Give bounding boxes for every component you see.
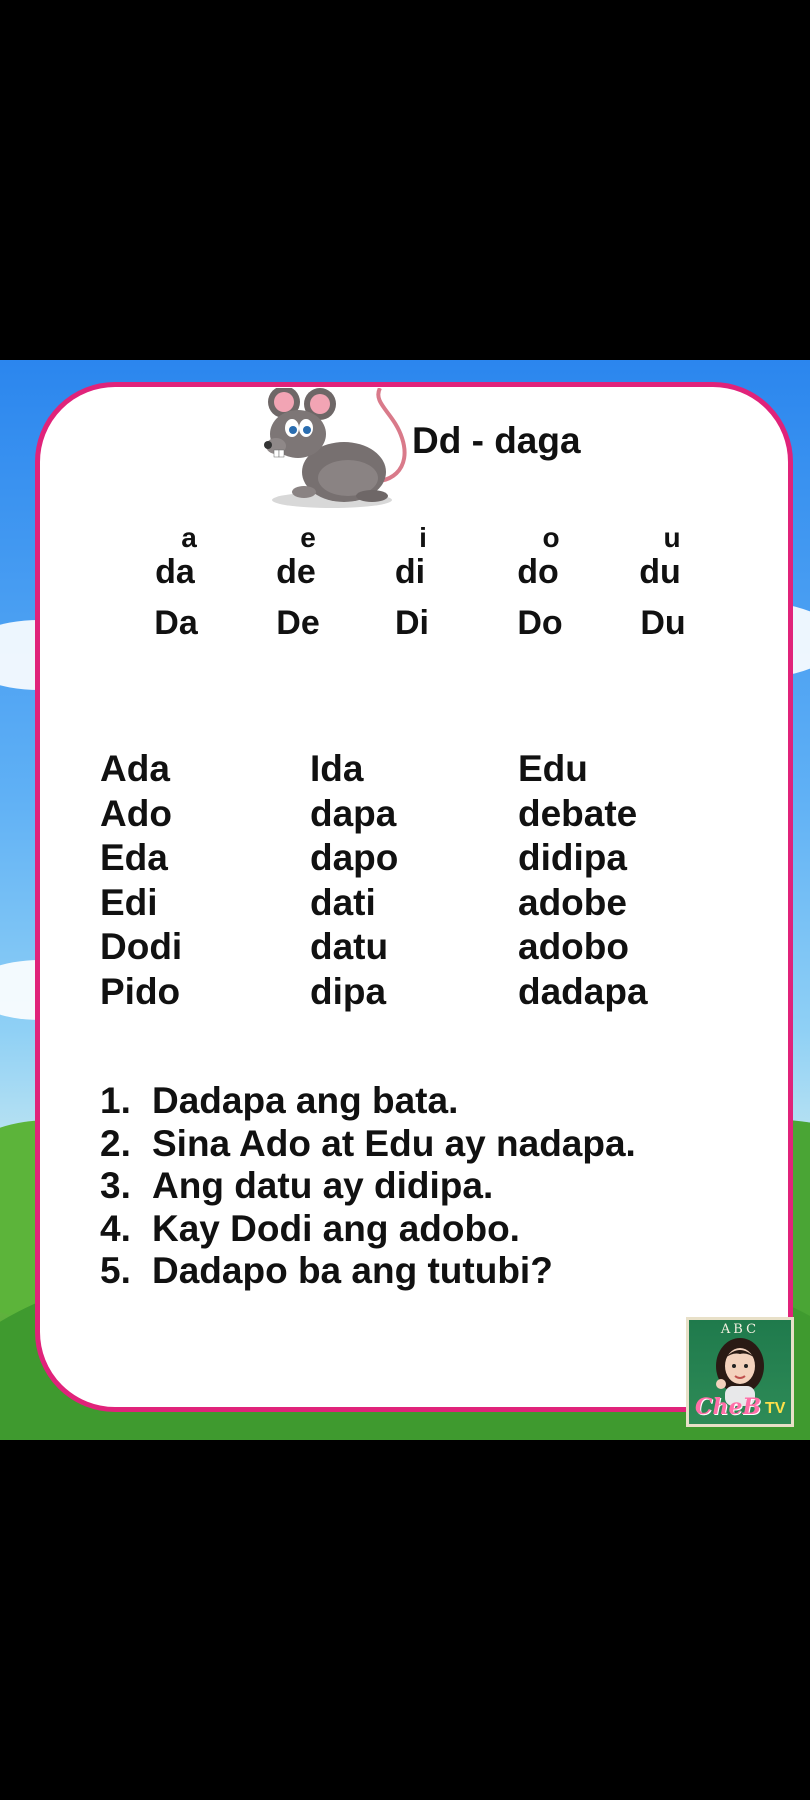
syllable-upper: Di (395, 604, 429, 642)
word-item: Ado (100, 792, 172, 834)
sentence-item (100, 1123, 636, 1166)
word-item: adobo (518, 926, 629, 967)
syllable-upper: Du (640, 604, 686, 642)
sentence-item (100, 1208, 636, 1251)
sentence-list (100, 1080, 636, 1293)
sentence-number: 4. (100, 1207, 131, 1249)
word-item: didipa (518, 837, 627, 878)
syllable-upper: Da (154, 604, 198, 642)
word-item: dadapa (518, 970, 648, 1012)
sentence-text: Dadapo ba ang tutubi? (152, 1250, 553, 1291)
vowel-label: o (542, 522, 560, 553)
channel-logo-icon (686, 1317, 794, 1427)
word-column-3 (518, 747, 648, 1014)
word-item: Ada (100, 748, 170, 789)
word-item: Dodi (100, 926, 183, 967)
word-column-2 (310, 747, 398, 1014)
syllable-lower: do (517, 553, 559, 591)
sentence-item (100, 1080, 636, 1123)
logo-suffix-text: TV (765, 1400, 786, 1417)
syllable-lower: de (276, 553, 316, 591)
syllable-upper: De (276, 604, 320, 642)
sentence-text: Dadapa ang bata. (152, 1080, 459, 1121)
sentence-text: Ang datu ay didipa. (152, 1165, 494, 1206)
word-item: Ida (310, 748, 364, 789)
mouse-icon (262, 388, 422, 520)
syllable-lower: di (394, 553, 426, 591)
syllable-lower: du (639, 553, 681, 591)
page-title: Dd - daga (412, 420, 581, 461)
word-item: datu (310, 926, 389, 967)
word-item: debate (518, 792, 638, 834)
syllable-upper: Do (517, 604, 563, 642)
vowel-label: a (181, 522, 197, 553)
word-column-1 (100, 747, 182, 1014)
sentence-number: 1. (100, 1080, 131, 1121)
vowel-label: e (300, 522, 316, 553)
sentence-number: 5. (100, 1250, 131, 1291)
sentence-number: 2. (100, 1122, 131, 1164)
logo-brand-text: CheB (695, 1394, 762, 1420)
logo-top-text: ABC (720, 1322, 760, 1337)
word-item: Eda (100, 837, 168, 878)
word-item: adobe (518, 881, 627, 923)
word-item: dati (310, 881, 376, 923)
word-item: Edi (100, 881, 158, 923)
sentence-text: Kay Dodi ang adobo. (152, 1207, 520, 1249)
vowel-label: i (419, 522, 427, 553)
word-item: Pido (100, 970, 181, 1012)
sentence-item (100, 1165, 636, 1208)
sentence-number: 3. (100, 1165, 131, 1206)
vowel-label: u (663, 522, 681, 553)
word-item: Edu (518, 748, 588, 789)
word-item: dapa (310, 792, 397, 834)
sentence-item (100, 1250, 636, 1293)
sentence-text: Sina Ado at Edu ay nadapa. (152, 1122, 636, 1164)
word-item: dipa (310, 970, 387, 1012)
word-item: dapo (310, 837, 399, 878)
syllable-lower: da (155, 553, 195, 591)
